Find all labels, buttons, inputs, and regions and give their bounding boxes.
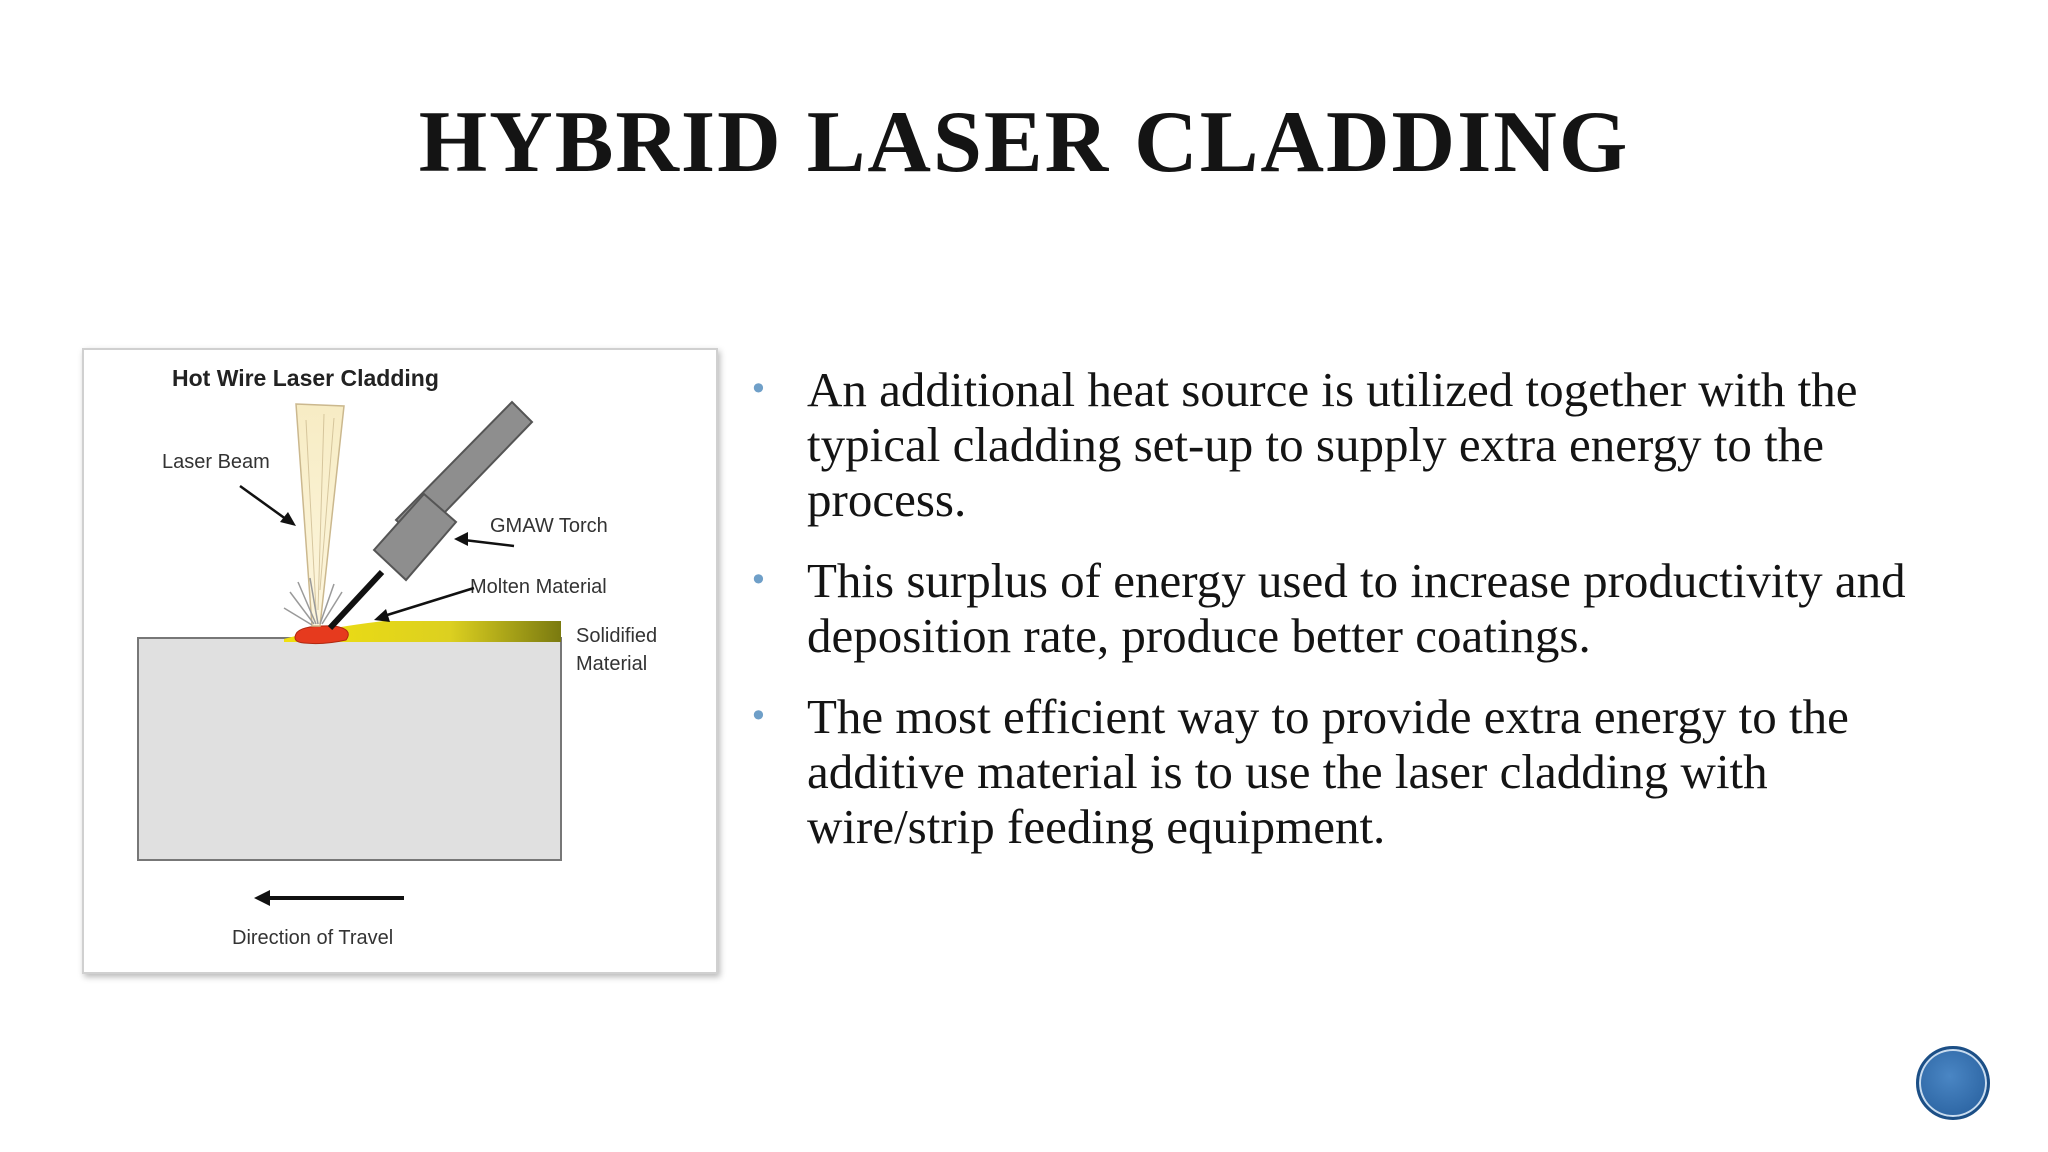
arrowhead-laser-beam — [280, 512, 296, 526]
molten-pool — [295, 626, 348, 644]
bullet-dot-icon: • — [749, 561, 768, 599]
arrow-laser-beam — [240, 486, 290, 522]
slide-title: HYBRID LASER CLADDING — [418, 94, 1630, 191]
arrowhead-molten-material — [374, 609, 390, 622]
slide-nav-button[interactable] — [1916, 1046, 1990, 1120]
label-solidified-line2: Material — [576, 653, 648, 675]
arrow-gmaw-torch — [464, 540, 514, 546]
bullet-item — [745, 689, 1945, 854]
cladding-diagram — [82, 348, 718, 974]
label-molten-material: Molten Material — [470, 576, 607, 598]
diagram-heading: Hot Wire Laser Cladding — [172, 365, 439, 391]
bullet-list — [745, 362, 1945, 880]
workpiece — [138, 638, 561, 860]
label-laser-beam: Laser Beam — [162, 451, 270, 473]
arrowhead-gmaw-torch — [454, 532, 468, 546]
bullet-text: The most efficient way to provide extra energy to the additive material is to use the laser cladding with wire/strip feeding equipment. — [807, 689, 1849, 854]
cladding-diagram-svg — [84, 350, 716, 972]
label-direction: Direction of Travel — [232, 927, 394, 949]
label-gmaw-torch: GMAW Torch — [490, 515, 608, 537]
bullet-dot-icon: • — [749, 370, 768, 408]
bullet-dot-icon: • — [749, 697, 768, 735]
arrow-molten-material — [384, 588, 474, 616]
bullet-item — [745, 362, 1945, 527]
bullet-text: An additional heat source is utilized together with the typical cladding set-up to supply extra energy to the process. — [807, 362, 1858, 527]
direction-arrowhead — [254, 890, 270, 906]
bullet-text: This surplus of energy used to increase productivity and deposition rate, produce better coatings. — [807, 553, 1906, 663]
bullet-item — [745, 553, 1945, 663]
label-solidified-line1: Solidified — [576, 625, 658, 647]
